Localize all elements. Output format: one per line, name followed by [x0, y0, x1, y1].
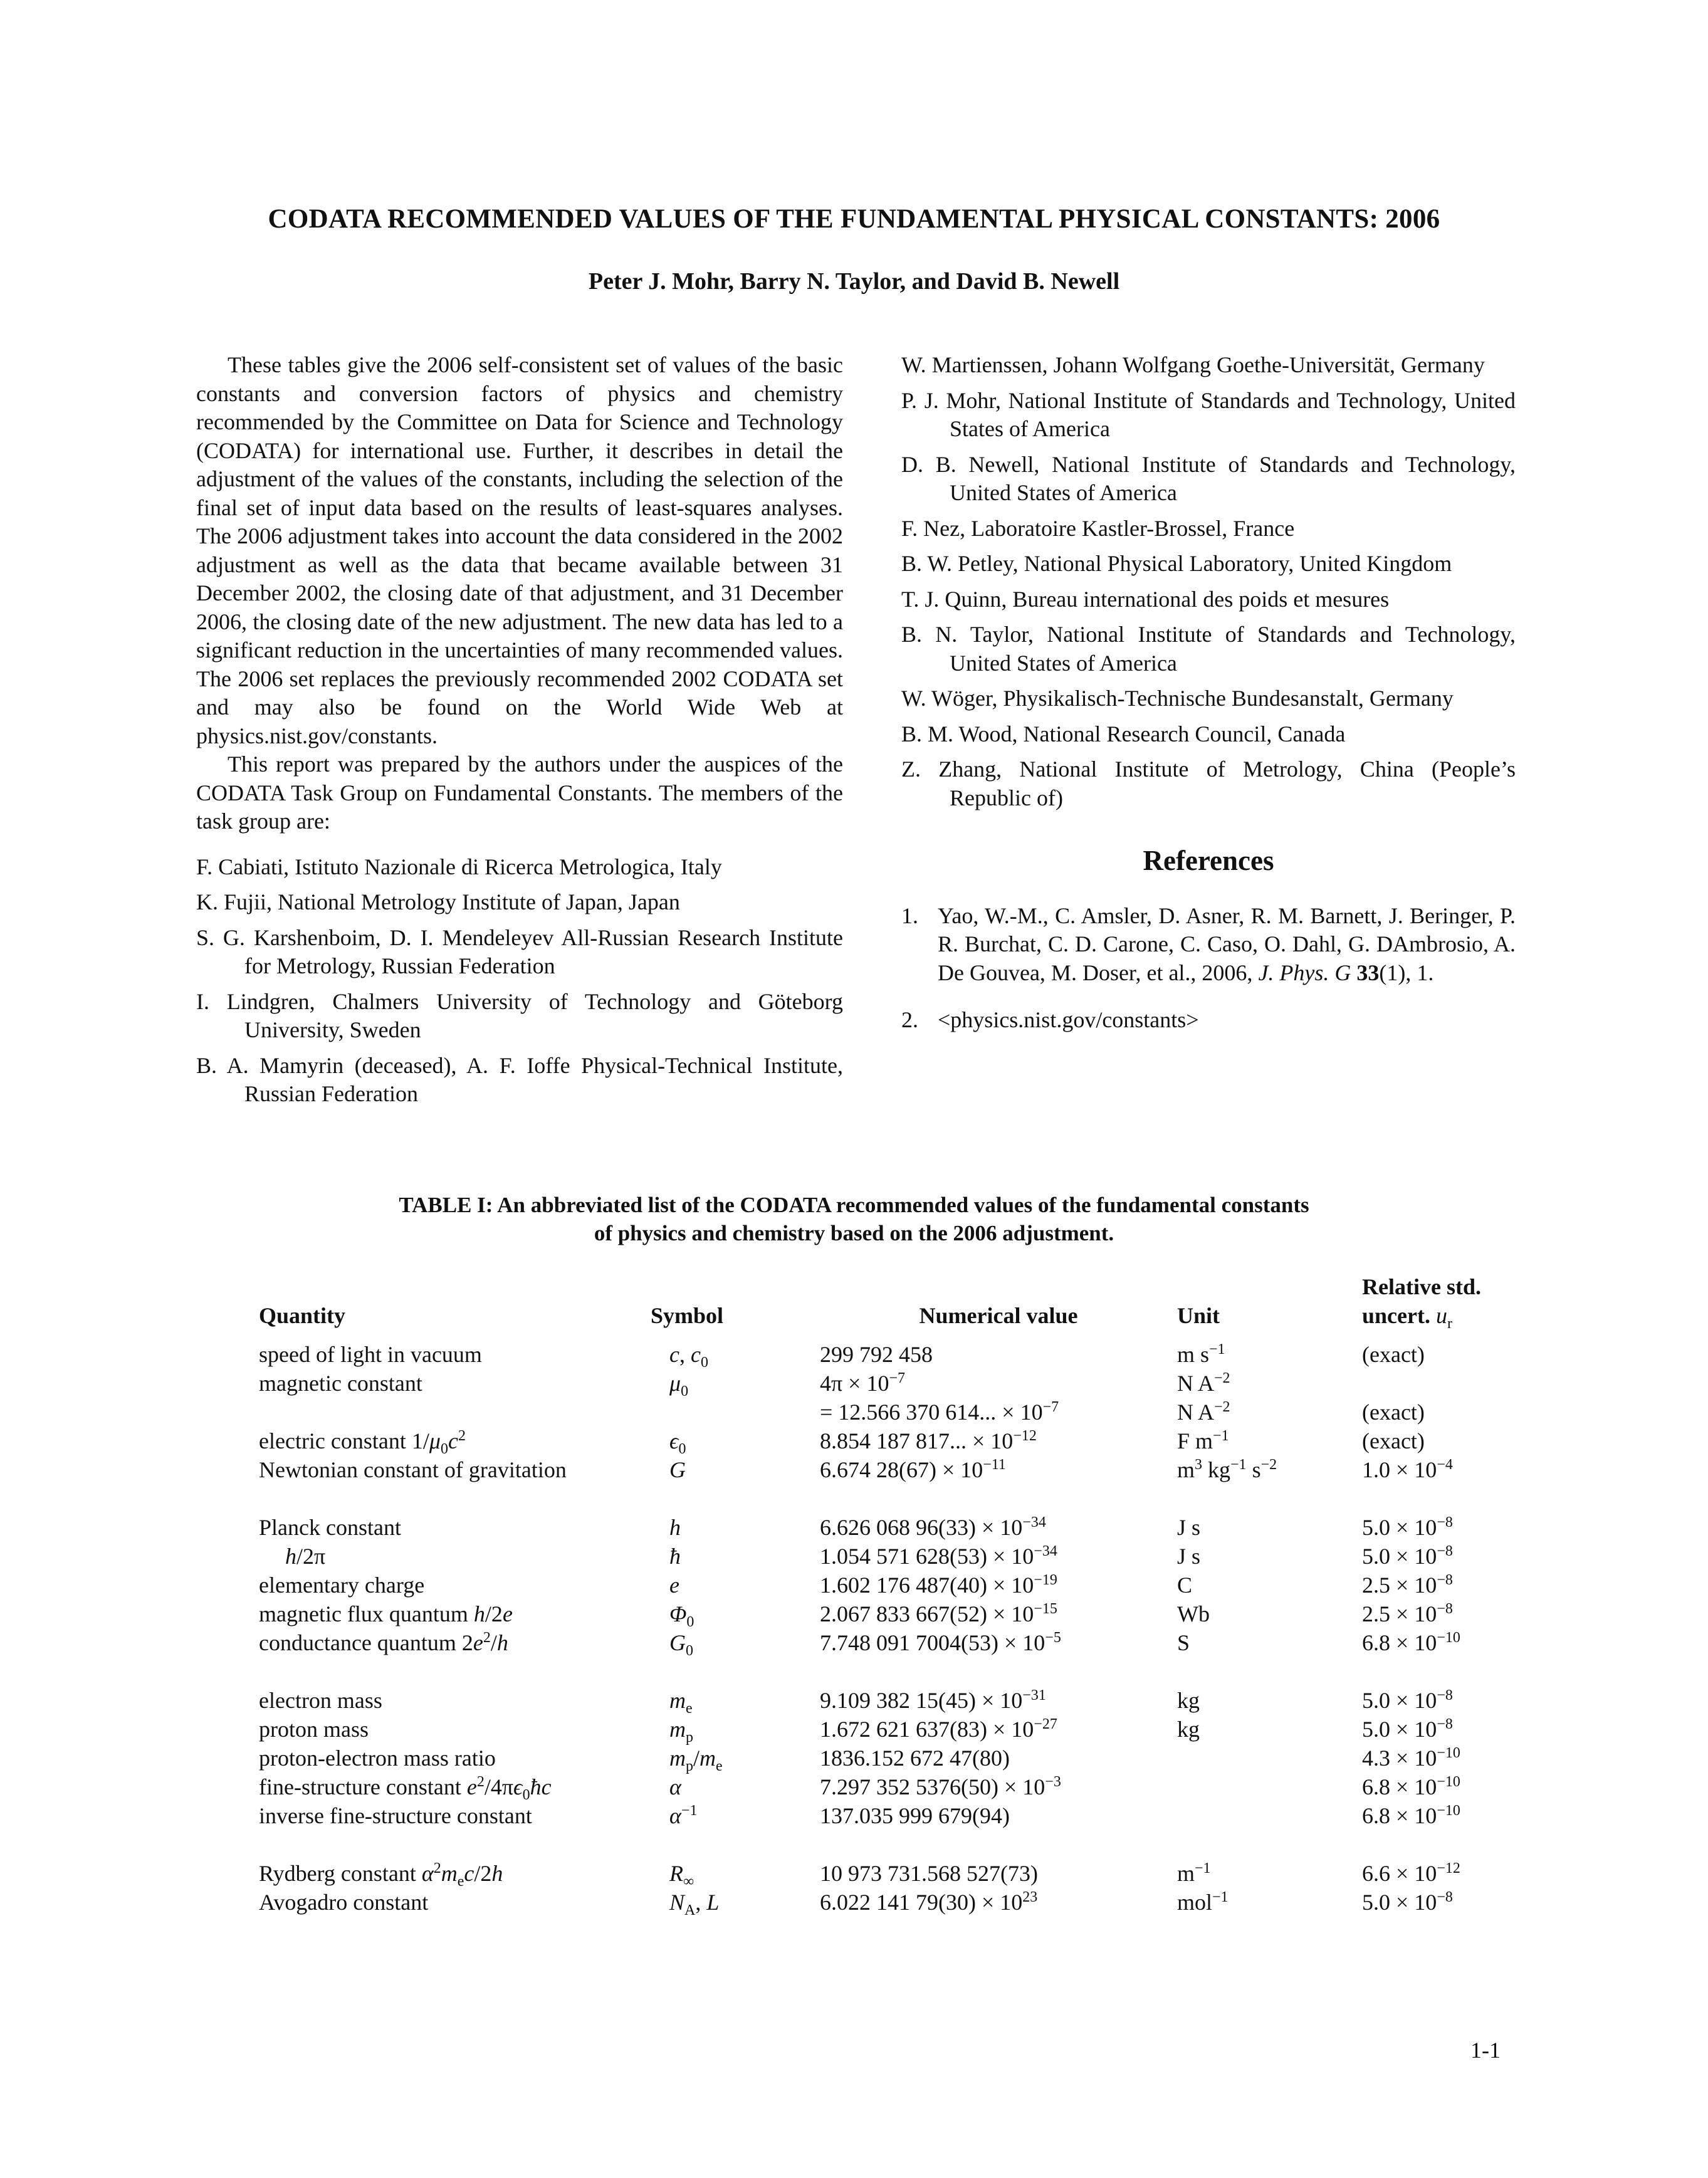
- cell-value: 299 792 458: [820, 1342, 933, 1367]
- table-caption-line-2: of physics and chemistry based on the 2006 adjustment.: [594, 1221, 1114, 1245]
- cell-quantity: inverse fine-structure constant: [259, 1803, 532, 1828]
- member-item: P. J. Mohr, National Institute of Standards and Technology, United States of America: [901, 387, 1516, 441]
- cell-symbol: $m_e$: [669, 1688, 693, 1717]
- reference-list: [901, 902, 1516, 1035]
- header-uncertainty: [1362, 1272, 1569, 1340]
- cell-uncertainty: $2.5 \times 10^{-8}$: [1362, 1572, 1453, 1598]
- cell-symbol: $\alpha^{-1}$: [669, 1803, 698, 1828]
- cell-unit: $m^3$ $kg^{-1}$ $s^{-2}$: [1177, 1457, 1277, 1482]
- references-heading: References: [1143, 845, 1274, 876]
- cell-uncertainty: (exact): [1362, 1400, 1425, 1425]
- table-row: [259, 1369, 1569, 1398]
- cell-symbol: e: [669, 1573, 679, 1598]
- cell-quantity: h/2π: [285, 1544, 326, 1569]
- cell-quantity: Avogadro constant: [259, 1890, 429, 1915]
- cell-quantity: fine-structure constant $e^2/4\pi\epsilon_0ħc$: [259, 1774, 552, 1804]
- cell-symbol: $\Phi_0$: [669, 1601, 694, 1631]
- cell-uncertainty: $6.8 \times 10^{-10}$: [1362, 1630, 1460, 1655]
- intro-paragraph-1: These tables give the 2006 self-consistent set of values of the basic constants and conversion factors of physics and chemistry recommended by the Committee on Data for Science and Technology (CODATA) for international use. Further, it describes in detail the adjustment of the values of the constants, including the selection of the final set of input data based on the results of least-squares analyses. The 2006 adjustment takes into account the data considered in the 2002 adjustment as well as the data that became available between 31 December 2002, the closing date of that adjustment, and 31 December 2006, the closing date of the new adjustment. The new data has led to a significant reduction in the uncertainties of many recommended values. The 2006 set replaces the previously recommended 2002 CODATA set and may also be found on the World Wide Web at physics.nist.gov/constants.: [196, 352, 843, 748]
- member-item: B. M. Wood, National Research Council, Canada: [901, 721, 1346, 746]
- member-item: B. N. Taylor, National Institute of Standards and Technology, United States of America: [901, 622, 1516, 676]
- reference-number: 2.: [901, 1007, 918, 1032]
- table-row: [259, 1715, 1569, 1744]
- constants-table: [259, 1272, 1569, 1917]
- table-row: [259, 1599, 1569, 1628]
- reference-journal: J. Phys. G: [1258, 960, 1351, 985]
- header-quantity: Quantity: [259, 1303, 346, 1328]
- member-item: W. Wöger, Physikalisch-Technische Bundesanstalt, Germany: [901, 686, 1454, 711]
- cell-quantity: speed of light in vacuum: [259, 1342, 482, 1367]
- cell-value: 10 973 731.568 527(73): [820, 1861, 1038, 1886]
- member-item: Z. Zhang, National Institute of Metrology, China (People’s Republic of): [901, 757, 1516, 810]
- cell-quantity: conductance quantum $2e^2/h$: [259, 1630, 508, 1655]
- reference-number: 1.: [901, 903, 918, 928]
- cell-symbol: ħ: [669, 1544, 681, 1569]
- cell-unit: N $A^{-2}$: [1177, 1399, 1230, 1425]
- member-item: F. Nez, Laboratoire Kastler-Brossel, France: [901, 515, 1295, 541]
- cell-value: 1836.152 672 47(80): [820, 1746, 1010, 1771]
- cell-uncertainty: $4.3 \times 10^{-10}$: [1362, 1745, 1460, 1771]
- cell-symbol: c, $c_0$: [669, 1342, 708, 1371]
- cell-quantity: electric constant $1/\mu_0c^2$: [259, 1428, 466, 1458]
- cell-value: 9.109 382 $15(45) \times 10^{-31}$: [820, 1687, 1046, 1713]
- cell-uncertainty: $2.5 \times 10^{-8}$: [1362, 1601, 1453, 1626]
- cell-quantity: Planck constant: [259, 1515, 401, 1540]
- cell-value: 2.067 833 $667(52) \times 10^{-15}$: [820, 1601, 1057, 1626]
- cell-uncertainty: $6.8 \times 10^{-10}$: [1362, 1774, 1460, 1799]
- cell-value: 6.626 068 $96(33) \times 10^{-34}$: [820, 1514, 1046, 1540]
- left-column: [196, 351, 843, 1116]
- page-number: 1-1: [1470, 2038, 1501, 2063]
- cell-symbol: $R_\infty$: [669, 1861, 694, 1890]
- cell-symbol: $m_p$: [669, 1717, 693, 1746]
- cell-unit: kg: [1177, 1717, 1200, 1742]
- cell-uncertainty: $5.0 \times 10^{-8}$: [1362, 1716, 1453, 1742]
- cell-unit: m $s^{-1}$: [1177, 1341, 1225, 1367]
- cell-value: 6.674 $28(67) \times 10^{-11}$: [820, 1457, 1006, 1482]
- reference-item: [901, 902, 1516, 988]
- cell-uncertainty: $6.6 \times 10^{-12}$: [1362, 1860, 1460, 1886]
- cell-uncertainty: $5.0 \times 10^{-8}$: [1362, 1687, 1453, 1713]
- cell-uncertainty: $1.0 \times 10^{-4}$: [1362, 1457, 1453, 1482]
- table-caption: [0, 1191, 1708, 1247]
- cell-uncertainty: $5.0 \times 10^{-8}$: [1362, 1514, 1453, 1540]
- table-row: [259, 1398, 1569, 1427]
- cell-uncertainty: [1362, 1369, 1569, 1398]
- table-row: [259, 1801, 1569, 1830]
- member-item: W. Martienssen, Johann Wolfgang Goethe-Universität, Germany: [901, 352, 1485, 377]
- cell-quantity: magnetic constant: [259, 1371, 422, 1396]
- header-value: Numerical value: [919, 1303, 1078, 1328]
- cell-symbol: $N_A$, L: [669, 1890, 720, 1919]
- table-row: [259, 1484, 1569, 1542]
- member-item: S. G. Karshenboim, D. I. Mendeleyev All-Russian Research Institute for Metrology, Russian Federation: [196, 924, 843, 978]
- cell-uncertainty: (exact): [1362, 1428, 1425, 1453]
- table-row: [259, 1744, 1569, 1772]
- member-item: T. J. Quinn, Bureau international des poids et mesures: [901, 586, 1390, 612]
- cell-quantity: elementary charge: [259, 1573, 425, 1598]
- cell-unit: S: [1177, 1630, 1190, 1655]
- cell-unit: [1177, 1772, 1362, 1801]
- header-symbol: Symbol: [651, 1303, 724, 1328]
- cell-value: 1.054 571 $628(53) \times 10^{-34}$: [820, 1543, 1057, 1569]
- cell-unit: J s: [1177, 1515, 1201, 1540]
- table-row: [259, 1830, 1569, 1888]
- header-uncertainty-line-2: uncert. $u_r$: [1362, 1303, 1452, 1332]
- paper-title: CODATA RECOMMENDED VALUES OF THE FUNDAMENTAL PHYSICAL CONSTANTS: 2006: [268, 204, 1440, 234]
- cell-quantity: proton mass: [259, 1717, 369, 1742]
- cell-quantity: Newtonian constant of gravitation: [259, 1457, 567, 1482]
- cell-quantity: magnetic flux quantum h/2e: [259, 1601, 513, 1626]
- cell-quantity: electron mass: [259, 1688, 382, 1713]
- member-item: F. Cabiati, Istituto Nazionale di Ricerca Metrologica, Italy: [196, 854, 722, 879]
- table-header-row: [259, 1272, 1569, 1340]
- author-list: Peter J. Mohr, Barry N. Taylor, and David B. Newell: [588, 268, 1120, 295]
- member-item: K. Fujii, National Metrology Institute of Japan, Japan: [196, 889, 680, 914]
- right-column: [901, 351, 1516, 1054]
- cell-value: 1.602 176 $487(40) \times 10^{-19}$: [820, 1572, 1057, 1598]
- cell-symbol: [644, 1398, 820, 1427]
- cell-symbol: α: [669, 1774, 681, 1799]
- cell-value: 7.748 091 $7004(53) \times 10^{-5}$: [820, 1630, 1061, 1655]
- intro-paragraph-2: This report was prepared by the authors under the auspices of the CODATA Task Group on Fundamental Constants. The members of the task group are:: [196, 751, 843, 834]
- cell-unit: N $A^{-2}$: [1177, 1370, 1230, 1396]
- member-item: B. W. Petley, National Physical Laboratory, United Kingdom: [901, 551, 1452, 576]
- cell-symbol: $G_0$: [669, 1630, 693, 1660]
- table-row: [259, 1772, 1569, 1801]
- cell-value: 1.672 621 $637(83) \times 10^{-27}$: [820, 1716, 1057, 1742]
- cell-unit: mol$^{-1}$: [1177, 1889, 1229, 1915]
- member-item: I. Lindgren, Chalmers University of Technology and Göteborg University, Sweden: [196, 988, 843, 1042]
- cell-unit: [1177, 1801, 1362, 1830]
- table-body: [259, 1340, 1569, 1917]
- task-group-members-right: [901, 351, 1516, 812]
- reference-link[interactable]: <physics.nist.gov/constants>: [938, 1007, 1199, 1032]
- cell-unit: [1177, 1744, 1362, 1772]
- cell-value: 8.854 187 817... × $10^{-12}$: [820, 1428, 1037, 1453]
- table-row: [259, 1657, 1569, 1715]
- cell-symbol: G: [669, 1457, 686, 1482]
- member-item: B. A. Mamyrin (deceased), A. F. Ioffe Physical-Technical Institute, Russian Federation: [196, 1052, 843, 1106]
- reference-volume: 33: [1356, 960, 1380, 985]
- table-row: [259, 1340, 1569, 1369]
- cell-value: $4\pi \times 10^{-7}$: [820, 1370, 906, 1396]
- cell-quantity: proton-electron mass ratio: [259, 1746, 496, 1771]
- table-row: [259, 1628, 1569, 1657]
- table-row: [259, 1427, 1569, 1455]
- cell-value: 137.035 999 679(94): [820, 1803, 1010, 1828]
- cell-uncertainty: $5.0 \times 10^{-8}$: [1362, 1543, 1453, 1569]
- cell-symbol: $m_p/m_e$: [669, 1746, 723, 1775]
- member-item: D. B. Newell, National Institute of Standards and Technology, United States of America: [901, 451, 1516, 505]
- cell-symbol: $\epsilon_0$: [669, 1428, 686, 1458]
- table-row: [259, 1571, 1569, 1599]
- reference-item: [901, 1006, 1516, 1035]
- reference-authors: Yao, W.-M., C. Amsler, D. Asner, R. M. Barnett, J. Beringer, P. R. Burchat, C. D. Carone, C. Caso, O. Dahl, G. DAmbrosio, A. De Gouvea, M. Doser, et al., 2006,: [938, 903, 1516, 985]
- cell-quantity: Rydberg constant $\alpha^2m_ec/2h$: [259, 1860, 503, 1890]
- cell-symbol: $\mu_0$: [669, 1371, 689, 1400]
- cell-symbol: h: [669, 1515, 681, 1540]
- header-unit: Unit: [1177, 1303, 1220, 1328]
- cell-unit: C: [1177, 1573, 1193, 1598]
- cell-unit: J s: [1177, 1544, 1201, 1569]
- table-row: [259, 1888, 1569, 1917]
- cell-unit: F $m^{-1}$: [1177, 1428, 1229, 1453]
- cell-value: 6.022 141 $79(30) \times 10^{23}$: [820, 1889, 1038, 1915]
- cell-value: 7.297 352 $5376(50) \times 10^{-3}$: [820, 1774, 1061, 1799]
- task-group-members-left: [196, 853, 843, 1109]
- reference-pages: (1), 1.: [1379, 960, 1434, 985]
- table-row: [259, 1542, 1569, 1571]
- cell-value: = 12.566 370 614... × $10^{-7}$: [820, 1399, 1059, 1425]
- cell-unit: $m^{-1}$: [1177, 1860, 1211, 1886]
- table-caption-line-1: TABLE I: An abbreviated list of the CODATA recommended values of the fundamental constants: [399, 1193, 1309, 1217]
- cell-uncertainty: (exact): [1362, 1342, 1425, 1367]
- cell-quantity: [259, 1398, 644, 1427]
- cell-uncertainty: $6.8 \times 10^{-10}$: [1362, 1803, 1460, 1828]
- table-row: [259, 1455, 1569, 1484]
- cell-uncertainty: $5.0 \times 10^{-8}$: [1362, 1889, 1453, 1915]
- header-uncertainty-line-1: Relative std.: [1362, 1274, 1481, 1299]
- cell-unit: Wb: [1177, 1601, 1210, 1626]
- cell-unit: kg: [1177, 1688, 1200, 1713]
